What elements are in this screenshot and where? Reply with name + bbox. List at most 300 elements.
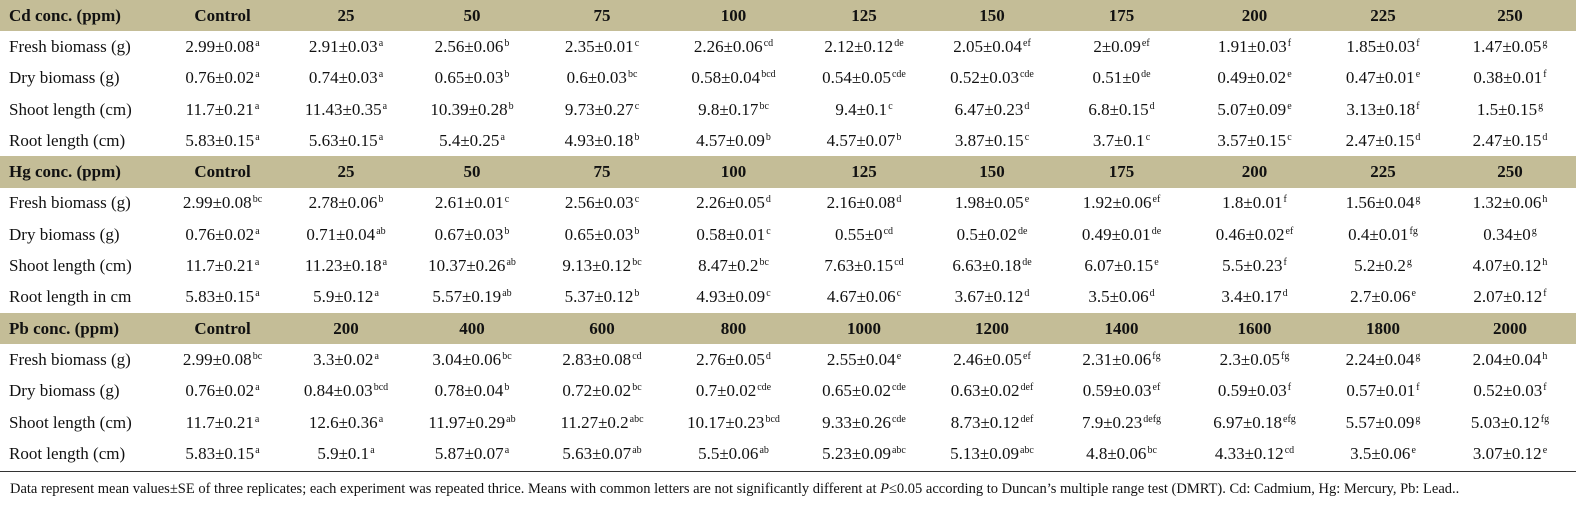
mean-se-value: 5.37±0.12 <box>564 287 634 307</box>
value-cell <box>285 31 407 62</box>
significance-letters: de <box>1141 69 1151 81</box>
value-cell <box>1322 31 1444 62</box>
significance-letters: b <box>765 131 771 143</box>
mean-se-value: 2.47±0.15 <box>1345 130 1415 150</box>
mean-se-value: 0.72±0.02 <box>562 381 632 401</box>
mean-se-value: 3.3±0.02 <box>313 349 374 369</box>
value-cell <box>537 219 667 250</box>
significance-letters: e <box>1287 100 1292 112</box>
value-cell <box>160 188 285 219</box>
value-cell <box>1322 407 1444 438</box>
concentration-header: 225 <box>1322 156 1444 187</box>
value-cell <box>1322 188 1444 219</box>
table-row <box>0 219 1576 250</box>
parameter-label: Shoot length (cm) <box>9 99 132 119</box>
significance-letters: g <box>1406 257 1412 269</box>
mean-se-value: 2.26±0.05 <box>696 193 765 213</box>
significance-letters: bc <box>1147 444 1157 456</box>
significance-letters: e <box>1024 194 1030 206</box>
value-cell <box>1187 250 1322 281</box>
concentration-header: 1000 <box>800 313 928 344</box>
significance-letters: de <box>1022 257 1032 269</box>
value-cell <box>1056 31 1187 62</box>
mean-se-value: 5.57±0.09 <box>1345 412 1415 432</box>
mean-se-value: 5.13±0.09 <box>950 443 1019 463</box>
significance-letters: c <box>1024 131 1030 143</box>
value-cell <box>407 344 537 375</box>
mean-se-value: 11.97±0.29 <box>428 412 506 432</box>
value-cell <box>667 250 800 281</box>
mean-se-value: 3.87±0.15 <box>954 130 1024 150</box>
mean-se-value: 1.92±0.06 <box>1082 193 1152 213</box>
value-cell <box>537 250 667 281</box>
mean-se-value: 2.16±0.08 <box>826 193 896 213</box>
value-cell <box>1187 282 1322 313</box>
mean-se-value: 1.5±0.15 <box>1476 99 1538 119</box>
significance-letters: g <box>1415 413 1421 425</box>
significance-letters: bc <box>627 69 638 81</box>
value-cell <box>1322 282 1444 313</box>
value-cell <box>667 63 800 94</box>
mean-se-value: 8.47±0.2 <box>698 256 759 276</box>
mean-se-value: 0.59±0.03 <box>1217 381 1287 401</box>
significance-letters: bc <box>632 257 642 269</box>
concentration-header: 125 <box>800 156 928 187</box>
significance-letters: abc <box>629 413 644 425</box>
mean-se-value: 1.85±0.03 <box>1346 36 1416 56</box>
significance-letters: a <box>254 413 260 425</box>
significance-letters: g <box>1415 350 1421 362</box>
significance-letters: c <box>896 288 902 300</box>
significance-letters: a <box>504 444 510 456</box>
mean-se-value: 4.8±0.06 <box>1086 443 1147 463</box>
significance-letters: cd <box>894 257 904 269</box>
value-cell <box>407 63 537 94</box>
significance-letters: a <box>255 444 260 456</box>
mean-se-value: 5.2±0.2 <box>1354 256 1406 276</box>
significance-letters: a <box>374 288 379 300</box>
section-header-row <box>0 156 1576 187</box>
mean-se-value: 0.47±0.01 <box>1345 68 1415 88</box>
value-cell <box>160 250 285 281</box>
value-cell <box>537 63 667 94</box>
significance-letters: cde <box>891 382 906 394</box>
value-cell <box>928 282 1056 313</box>
mean-se-value: 5.83±0.15 <box>185 287 255 307</box>
mean-se-value: 0.76±0.02 <box>185 68 255 88</box>
mean-se-value: 5.63±0.07 <box>562 443 632 463</box>
significance-letters: h <box>1542 194 1548 206</box>
value-cell <box>800 407 928 438</box>
significance-letters: bc <box>252 350 263 362</box>
significance-letters: ab <box>376 225 386 237</box>
significance-letters: d <box>1024 100 1030 112</box>
mean-se-value: 10.39±0.28 <box>430 99 508 119</box>
mean-se-value: 5.83±0.15 <box>185 443 255 463</box>
significance-letters: b <box>896 131 902 143</box>
concentration-header: 25 <box>285 156 407 187</box>
significance-letters: e <box>1287 69 1292 81</box>
mean-se-value: 3.67±0.12 <box>954 287 1024 307</box>
value-cell <box>407 125 537 156</box>
mean-se-value: 3.5±0.06 <box>1350 443 1411 463</box>
value-cell <box>1322 376 1444 407</box>
value-cell <box>160 344 285 375</box>
significance-letters: ef <box>1152 194 1161 206</box>
value-cell <box>407 282 537 313</box>
mean-se-value: 6.07±0.15 <box>1084 256 1154 276</box>
value-cell <box>160 438 285 469</box>
value-cell <box>928 407 1056 438</box>
concentration-header: Control <box>160 313 285 344</box>
value-cell <box>285 282 407 313</box>
mean-se-value: 1.47±0.05 <box>1472 36 1542 56</box>
mean-se-value: 0.84±0.03 <box>303 381 373 401</box>
value-cell <box>1322 63 1444 94</box>
mean-se-value: 0.49±0.01 <box>1081 224 1151 244</box>
mean-se-value: 2.61±0.01 <box>434 193 504 213</box>
value-cell <box>1444 219 1576 250</box>
section-title: Hg conc. (ppm) <box>0 156 160 187</box>
mean-se-value: 9.73±0.27 <box>564 99 634 119</box>
value-cell <box>285 344 407 375</box>
value-cell <box>285 63 407 94</box>
significance-letters: def <box>1020 382 1034 394</box>
mean-se-value: 2.07±0.12 <box>1473 287 1543 307</box>
parameter-label: Fresh biomass (g) <box>9 193 131 213</box>
mean-se-value: 2.55±0.04 <box>826 349 896 369</box>
significance-letters: g <box>1415 194 1421 206</box>
concentration-header: 175 <box>1056 156 1187 187</box>
value-cell <box>160 125 285 156</box>
value-cell <box>537 438 667 469</box>
significance-letters: fg <box>1409 225 1418 237</box>
value-cell <box>1444 438 1576 469</box>
concentration-header: Control <box>160 0 285 31</box>
significance-letters: de <box>1151 225 1162 237</box>
significance-letters: c <box>634 100 640 112</box>
significance-letters: g <box>1542 37 1548 49</box>
significance-letters: e <box>896 350 902 362</box>
concentration-header: 2000 <box>1444 313 1576 344</box>
mean-se-value: 2.35±0.01 <box>564 36 634 56</box>
significance-letters: c <box>1287 131 1292 143</box>
mean-se-value: 12.6±0.36 <box>308 412 378 432</box>
mean-se-value: 9.4±0.1 <box>835 99 888 119</box>
mean-se-value: 2.78±0.06 <box>308 193 378 213</box>
table-row <box>0 282 1576 313</box>
significance-letters: a <box>500 131 505 143</box>
value-cell <box>160 219 285 250</box>
mean-se-value: 0.58±0.04 <box>691 68 761 88</box>
mean-se-value: 0.65±0.03 <box>434 68 504 88</box>
significance-letters: cd <box>763 37 774 49</box>
mean-se-value: 0.74±0.03 <box>308 68 378 88</box>
mean-se-value: 5.5±0.23 <box>1222 256 1283 276</box>
significance-letters: c <box>766 288 771 300</box>
significance-letters: cde <box>757 382 772 394</box>
significance-letters: e <box>1411 444 1416 456</box>
significance-letters: a <box>255 288 260 300</box>
value-cell <box>800 125 928 156</box>
value-cell <box>1056 376 1187 407</box>
concentration-header: 175 <box>1056 0 1187 31</box>
value-cell <box>928 344 1056 375</box>
value-cell <box>928 31 1056 62</box>
value-cell <box>1056 438 1187 469</box>
significance-letters: defg <box>1143 413 1162 425</box>
mean-se-value: 10.17±0.23 <box>687 412 765 432</box>
value-cell <box>537 344 667 375</box>
value-cell <box>407 407 537 438</box>
mean-se-value: 5.5±0.06 <box>698 443 759 463</box>
significance-letters: a <box>255 225 260 237</box>
concentration-header: 50 <box>407 0 537 31</box>
mean-se-value: 2.05±0.04 <box>953 36 1023 56</box>
significance-letters: fg <box>1281 350 1290 362</box>
significance-letters: c <box>634 194 640 206</box>
value-cell <box>1187 94 1322 125</box>
mean-se-value: 0.46±0.02 <box>1215 224 1285 244</box>
mean-se-value: 4.33±0.12 <box>1214 443 1284 463</box>
value-cell <box>1056 219 1187 250</box>
mean-se-value: 0.76±0.02 <box>185 381 255 401</box>
mean-se-value: 0.71±0.04 <box>306 224 376 244</box>
mean-se-value: 2.47±0.15 <box>1472 130 1542 150</box>
value-cell <box>928 188 1056 219</box>
significance-letters: ef <box>1023 350 1031 362</box>
mean-se-value: 1.91±0.03 <box>1217 36 1287 56</box>
mean-se-value: 11.23±0.18 <box>304 256 382 276</box>
value-cell <box>800 219 928 250</box>
mean-se-value: 3.7±0.1 <box>1092 130 1145 150</box>
significance-letters: b <box>504 69 510 81</box>
significance-letters: cd <box>883 225 894 237</box>
mean-se-value: 8.73±0.12 <box>950 412 1020 432</box>
significance-letters: ab <box>759 444 769 456</box>
value-cell <box>1444 188 1576 219</box>
mean-se-value: 9.8±0.17 <box>698 99 759 119</box>
value-cell <box>1444 31 1576 62</box>
mean-se-value: 5.87±0.07 <box>434 443 504 463</box>
mean-se-value: 0.59±0.03 <box>1082 381 1152 401</box>
significance-letters: bcd <box>761 69 776 81</box>
value-cell <box>1444 282 1576 313</box>
mean-se-value: 0.67±0.03 <box>434 224 504 244</box>
parameter-label: Shoot length (cm) <box>9 412 132 432</box>
significance-letters: b <box>378 194 384 206</box>
table-row <box>0 376 1576 407</box>
concentration-header: 1200 <box>928 313 1056 344</box>
significance-letters: d <box>1415 131 1421 143</box>
significance-letters: f <box>1283 257 1287 269</box>
significance-letters: b <box>634 288 640 300</box>
mean-se-value: 0.58±0.01 <box>696 224 766 244</box>
significance-letters: bc <box>252 194 263 206</box>
mean-se-value: 5.03±0.12 <box>1470 412 1540 432</box>
mean-se-value: 7.9±0.23 <box>1081 412 1143 432</box>
mean-se-value: 3.5±0.06 <box>1088 287 1149 307</box>
mean-se-value: 5.83±0.15 <box>185 130 255 150</box>
significance-letters: d <box>1149 100 1155 112</box>
significance-letters: cde <box>891 413 906 425</box>
value-cell <box>1056 250 1187 281</box>
significance-letters: f <box>1543 382 1547 394</box>
mean-se-value: 0.7±0.02 <box>695 381 757 401</box>
mean-se-value: 0.51±0 <box>1092 68 1141 88</box>
mean-se-value: 6.63±0.18 <box>952 256 1022 276</box>
significance-letters: d <box>765 350 771 362</box>
mean-se-value: 2.12±0.12 <box>824 36 894 56</box>
table-row <box>0 188 1576 219</box>
significance-letters: ef <box>1141 37 1150 49</box>
mean-se-value: 0.4±0.01 <box>1348 224 1409 244</box>
mean-se-value: 11.27±0.2 <box>560 412 629 432</box>
significance-letters: ef <box>1285 225 1294 237</box>
mean-se-value: 9.33±0.26 <box>822 412 891 432</box>
concentration-header: 200 <box>1187 0 1322 31</box>
mean-se-value: 2.04±0.04 <box>1472 349 1542 369</box>
significance-letters: bc <box>502 350 512 362</box>
mean-se-value: 2.56±0.06 <box>434 36 504 56</box>
significance-letters: a <box>378 131 384 143</box>
mean-se-value: 2±0.09 <box>1093 36 1141 56</box>
value-cell <box>800 376 928 407</box>
parameter-label: Dry biomass (g) <box>9 224 120 244</box>
table-row <box>0 63 1576 94</box>
value-cell <box>800 344 928 375</box>
mean-se-value: 11.7±0.21 <box>185 412 254 432</box>
value-cell <box>667 125 800 156</box>
value-cell <box>1444 250 1576 281</box>
mean-se-value: 0.34±0 <box>1483 224 1531 244</box>
mean-se-value: 0.55±0 <box>834 224 883 244</box>
mean-se-value: 6.8±0.15 <box>1088 99 1149 119</box>
mean-se-value: 4.57±0.09 <box>696 130 765 150</box>
value-cell <box>1322 125 1444 156</box>
significance-letters: g <box>1531 225 1537 237</box>
mean-se-value: 2.76±0.05 <box>696 349 765 369</box>
concentration-header: 125 <box>800 0 928 31</box>
value-cell <box>667 407 800 438</box>
value-cell <box>1056 282 1187 313</box>
significance-letters: c <box>766 225 771 237</box>
mean-se-value: 2.56±0.03 <box>564 193 634 213</box>
value-cell <box>160 31 285 62</box>
mean-se-value: 7.63±0.15 <box>824 256 894 276</box>
significance-letters: efg <box>1283 413 1296 425</box>
mean-se-value: 0.57±0.01 <box>1346 381 1416 401</box>
value-cell <box>800 94 928 125</box>
significance-letters: ef <box>1152 382 1161 394</box>
mean-se-value: 0.52±0.03 <box>950 68 1019 88</box>
significance-letters: cde <box>1019 69 1034 81</box>
value-cell <box>1322 438 1444 469</box>
significance-letters: bcd <box>373 382 389 394</box>
mean-se-value: 1.56±0.04 <box>1345 193 1415 213</box>
value-cell <box>800 250 928 281</box>
concentration-header: 250 <box>1444 156 1576 187</box>
mean-se-value: 4.57±0.07 <box>826 130 896 150</box>
mean-se-value: 11.43±0.35 <box>304 99 382 119</box>
mean-se-value: 2.99±0.08 <box>182 193 252 213</box>
table-row <box>0 94 1576 125</box>
significance-letters: a <box>254 257 260 269</box>
value-cell <box>1444 94 1576 125</box>
significance-letters: a <box>382 100 388 112</box>
significance-letters: cd <box>632 350 642 362</box>
value-cell <box>285 188 407 219</box>
concentration-header: 25 <box>285 0 407 31</box>
value-cell <box>285 407 407 438</box>
significance-letters: b <box>634 131 640 143</box>
mean-se-value: 0.54±0.05 <box>822 68 891 88</box>
significance-letters: d <box>1149 288 1155 300</box>
mean-se-value: 6.47±0.23 <box>954 99 1024 119</box>
significance-letters: b <box>504 382 510 394</box>
table-row <box>0 438 1576 469</box>
value-cell <box>407 250 537 281</box>
concentration-header: 50 <box>407 156 537 187</box>
mean-se-value: 1.32±0.06 <box>1472 193 1542 213</box>
significance-letters: a <box>255 37 260 49</box>
significance-letters: bc <box>759 257 769 269</box>
mean-se-value: 11.7±0.21 <box>185 99 254 119</box>
value-cell <box>160 376 285 407</box>
value-cell <box>407 438 537 469</box>
value-cell <box>928 63 1056 94</box>
significance-letters: abc <box>891 444 906 456</box>
significance-letters: b <box>504 37 510 49</box>
significance-letters: a <box>382 257 388 269</box>
mean-se-value: 3.57±0.15 <box>1217 130 1287 150</box>
section-header-row <box>0 313 1576 344</box>
significance-letters: ab <box>506 413 516 425</box>
significance-letters: c <box>888 100 893 112</box>
mean-se-value: 5.4±0.25 <box>439 130 500 150</box>
value-cell <box>800 438 928 469</box>
significance-letters: e <box>1411 288 1416 300</box>
footnote-text-2: ≤0.05 according to Duncan’s multiple range test (DMRT). Cd: Cadmium, Hg: Mercury, Pb: Lead.. <box>888 481 1460 498</box>
significance-letters: d <box>1282 288 1288 300</box>
mean-se-value: 3.13±0.18 <box>1346 99 1416 119</box>
mean-se-value: 2.99±0.08 <box>185 36 255 56</box>
concentration-header: 200 <box>285 313 407 344</box>
mean-se-value: 9.13±0.12 <box>562 256 632 276</box>
value-cell <box>1056 344 1187 375</box>
value-cell <box>1322 94 1444 125</box>
mean-se-value: 3.07±0.12 <box>1472 443 1542 463</box>
significance-letters: f <box>1543 69 1547 81</box>
mean-se-value: 2.31±0.06 <box>1082 349 1152 369</box>
parameter-label: Dry biomass (g) <box>9 68 120 88</box>
concentration-header: 75 <box>537 156 667 187</box>
table-row <box>0 31 1576 62</box>
significance-letters: ab <box>506 257 516 269</box>
mean-se-value: 5.63±0.15 <box>308 130 378 150</box>
footnote-p-symbol: P <box>880 481 889 498</box>
significance-letters: e <box>1415 69 1421 81</box>
value-cell <box>160 94 285 125</box>
significance-letters: f <box>1416 382 1420 394</box>
value-cell <box>407 376 537 407</box>
mean-se-value: 4.93±0.09 <box>696 287 766 307</box>
table-row <box>0 250 1576 281</box>
mean-se-value: 10.37±0.26 <box>428 256 506 276</box>
mean-se-value: 0.49±0.02 <box>1217 68 1287 88</box>
significance-letters: e <box>1154 257 1159 269</box>
value-cell <box>160 63 285 94</box>
